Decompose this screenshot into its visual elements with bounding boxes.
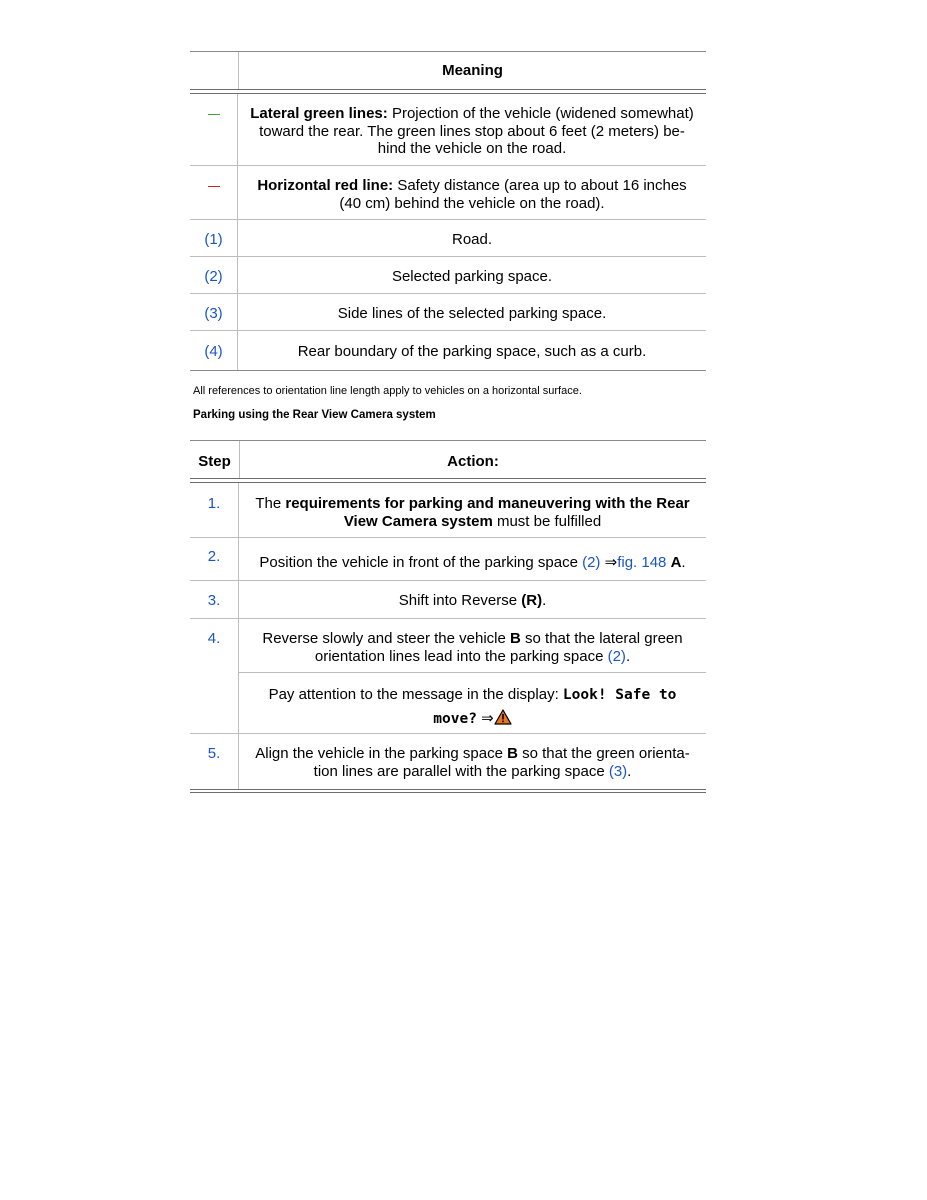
step-4-bold: B [510, 630, 521, 647]
table-row [190, 166, 706, 220]
step-header: Step [190, 441, 240, 478]
step-2-text: Position the vehicle in front of the parking space [259, 554, 583, 571]
steps-table-header [190, 440, 706, 478]
action-header: Action: [447, 453, 499, 470]
key-2[interactable]: (2) [190, 257, 238, 293]
table-row [190, 294, 706, 331]
step-action-1 [239, 483, 706, 537]
red-line-marker-cell [190, 166, 238, 219]
header-blank-cell [190, 52, 239, 89]
rear-boundary-text: Rear boundary of the parking space, such as a curb. [297, 343, 647, 360]
step-2-text-end: . [681, 554, 686, 571]
step-4-main [239, 619, 706, 673]
meaning-cell [238, 94, 706, 165]
table-row [190, 734, 706, 789]
step-4-display-message [239, 673, 706, 732]
step-3-text-end: . [542, 592, 547, 609]
red-line-marker [208, 186, 220, 187]
step-action-2 [239, 538, 706, 580]
table-row [190, 220, 706, 257]
horizontal-red-line-text: Safety distance (area up to about 16 inches (40 cm) behind the vehicle on the road). [339, 177, 687, 212]
step-1-bold: requirements for parking and maneuvering with the Rear View Camera system [285, 495, 690, 530]
green-line-marker-cell [190, 94, 238, 165]
selected-parking-space-text: Selected parking space. [391, 268, 553, 285]
key-1[interactable]: (1) [190, 220, 238, 256]
table-row [190, 94, 706, 166]
table-row [190, 619, 706, 734]
step-5-text-mid: so that the green orienta-tion lines are parallel with the parking space [313, 745, 690, 780]
parking-space-ref-2b[interactable]: (2) [607, 647, 626, 665]
step-4-text: Reverse slowly and steer the vehicle [262, 630, 510, 647]
figure-148-link[interactable]: fig. 148 [617, 554, 667, 571]
step-5-text: Align the vehicle in the parking space [255, 745, 508, 762]
table-row [190, 483, 706, 538]
parking-space-ref-2[interactable]: (2) [582, 554, 601, 571]
warning-arrow: ⇒ [476, 710, 494, 727]
section-subtitle: Parking using the Rear View Camera system [193, 409, 436, 421]
display-message-line-1: Look! Safe to [562, 687, 677, 703]
horizontal-red-line-term: Horizontal red line: [257, 177, 394, 194]
orientation-note: All references to orientation line length apply to vehicles on a horizontal surface. [193, 385, 582, 397]
step-1-text-end: must be fulfilled [492, 512, 602, 530]
green-line-marker [208, 114, 220, 115]
parking-space-ref-3[interactable]: (3) [608, 762, 628, 780]
step-5-text-end: . [627, 762, 632, 780]
step-action-4 [239, 619, 706, 733]
step-5-bold: B [507, 745, 518, 762]
table-row [190, 257, 706, 294]
step-number-3: 3. [190, 581, 239, 618]
display-message-line-2: move? [433, 711, 477, 727]
step-number-4: 4. [190, 619, 239, 733]
step-1-text: The [255, 495, 286, 512]
table-row [190, 538, 706, 581]
step-4-text-mid: so that the lateral green orientation lines lead into the parking space [314, 630, 683, 665]
step-number-5: 5. [190, 734, 239, 789]
step-3-bold: (R) [521, 592, 543, 609]
step-3-text: Shift into Reverse [398, 592, 522, 609]
key-3[interactable]: (3) [190, 294, 238, 330]
road-text: Road. [451, 231, 493, 248]
step-action-3 [239, 581, 706, 618]
meaning-cell [238, 166, 706, 219]
steps-table [190, 440, 706, 793]
step-number-2: 2. [190, 538, 239, 580]
display-message-intro: Pay attention to the message in the display: [268, 686, 563, 703]
step-4-text-end: . [625, 647, 631, 665]
meaning-table [190, 51, 706, 371]
lateral-green-lines-term: Lateral green lines: [250, 105, 388, 122]
lateral-green-lines-text: Projection of the vehicle (widened somewhat) toward the rear. The green lines stop about 6 feet (2 meters) be-hind the vehicle on the road. [259, 105, 694, 157]
key-4[interactable]: (4) [190, 331, 238, 370]
warning-triangle-icon[interactable] [494, 709, 512, 732]
reference-arrow: ⇒ [600, 554, 618, 571]
meaning-header: Meaning [442, 62, 503, 79]
side-lines-text: Side lines of the selected parking space. [337, 305, 607, 322]
step-2-bold: A [670, 554, 682, 571]
step-number-1: 1. [190, 483, 239, 537]
table-row [190, 581, 706, 619]
step-action-5 [239, 734, 706, 789]
meaning-table-header [190, 51, 706, 89]
table-row [190, 331, 706, 371]
